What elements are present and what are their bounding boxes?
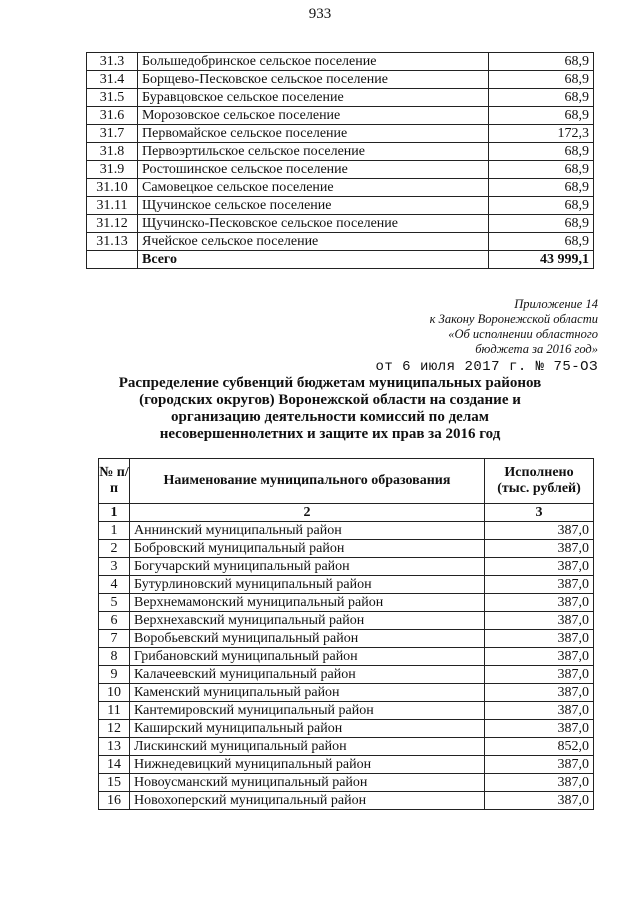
table-row	[99, 558, 594, 576]
row-value: 68,9	[489, 161, 594, 179]
row-value: 68,9	[489, 233, 594, 251]
table-row	[99, 612, 594, 630]
table-row	[87, 197, 594, 215]
row-name: Калачеевский муниципальный район	[130, 666, 485, 684]
column-index: 3	[485, 504, 594, 522]
row-value: 387,0	[485, 540, 594, 558]
table-row	[87, 89, 594, 107]
row-number: 3	[99, 558, 130, 576]
row-value: 68,9	[489, 215, 594, 233]
appendix-line: к Закону Воронежской области	[429, 312, 598, 326]
row-number: 14	[99, 756, 130, 774]
row-number: 9	[99, 666, 130, 684]
row-name: Каширский муниципальный район	[130, 720, 485, 738]
settlements-table-body	[87, 53, 594, 269]
row-name: Бобровский муниципальный район	[130, 540, 485, 558]
row-value: 172,3	[489, 125, 594, 143]
table-row	[87, 107, 594, 125]
header-row	[99, 459, 594, 504]
appendix-reference	[375, 297, 598, 375]
row-name: Аннинский муниципальный район	[130, 522, 485, 540]
row-number: 31.12	[87, 215, 138, 233]
total-label: Всего	[138, 251, 489, 269]
table-row	[87, 143, 594, 161]
table-row	[99, 666, 594, 684]
row-number: 16	[99, 792, 130, 810]
row-value: 68,9	[489, 71, 594, 89]
districts-table-body	[99, 522, 594, 810]
row-value: 387,0	[485, 558, 594, 576]
row-number: 31.5	[87, 89, 138, 107]
row-number: 31.3	[87, 53, 138, 71]
row-number: 10	[99, 684, 130, 702]
table-row	[99, 540, 594, 558]
row-number: 8	[99, 648, 130, 666]
row-name: Ростошинское сельское поселение	[138, 161, 489, 179]
row-value: 68,9	[489, 107, 594, 125]
table-row	[87, 179, 594, 197]
row-value: 387,0	[485, 702, 594, 720]
table-row	[87, 215, 594, 233]
appendix-line: «Об исполнении областного	[448, 327, 598, 341]
row-name: Первоэртильское сельское поселение	[138, 143, 489, 161]
row-name: Новохоперский муниципальный район	[130, 792, 485, 810]
row-value: 387,0	[485, 666, 594, 684]
row-number: 31.11	[87, 197, 138, 215]
row-number: 31.4	[87, 71, 138, 89]
title-line: Распределение субвенций бюджетам муниципальных районов	[118, 375, 542, 391]
row-name: Кантемировский муниципальный район	[130, 702, 485, 720]
row-name: Каменский муниципальный район	[130, 684, 485, 702]
row-value: 852,0	[485, 738, 594, 756]
row-value: 387,0	[485, 774, 594, 792]
row-number: 12	[99, 720, 130, 738]
appendix-line: Приложение 14	[514, 297, 598, 311]
title-line: организацию деятельности комиссий по делам	[171, 409, 489, 425]
title-line: (городских округов) Воронежской области на создание и	[139, 392, 521, 408]
total-row	[87, 251, 594, 269]
table-row	[99, 576, 594, 594]
row-name: Верхнехавский муниципальный район	[130, 612, 485, 630]
row-value: 387,0	[485, 630, 594, 648]
table-row	[99, 738, 594, 756]
row-name: Щучинское сельское поселение	[138, 197, 489, 215]
row-number: 31.7	[87, 125, 138, 143]
districts-table	[98, 458, 594, 810]
header-value: Исполнено (тыс. рублей)	[485, 459, 594, 504]
row-number: 31.8	[87, 143, 138, 161]
row-name: Самовецкое сельское поселение	[138, 179, 489, 197]
table-row	[99, 756, 594, 774]
row-name: Буравцовское сельское поселение	[138, 89, 489, 107]
row-name: Лискинский муниципальный район	[130, 738, 485, 756]
row-number: 1	[99, 522, 130, 540]
table-row	[87, 161, 594, 179]
table-row	[99, 630, 594, 648]
row-value: 68,9	[489, 179, 594, 197]
table-row	[99, 720, 594, 738]
row-name: Новоусманский муниципальный район	[130, 774, 485, 792]
row-number: 11	[99, 702, 130, 720]
row-value: 387,0	[485, 756, 594, 774]
total-value: 43 999,1	[489, 251, 594, 269]
row-number: 5	[99, 594, 130, 612]
row-number: 31.13	[87, 233, 138, 251]
row-name: Щучинско-Песковское сельское поселение	[138, 215, 489, 233]
row-value: 387,0	[485, 522, 594, 540]
table-row	[99, 792, 594, 810]
row-value: 387,0	[485, 792, 594, 810]
row-name: Морозовское сельское поселение	[138, 107, 489, 125]
total-empty-cell	[87, 251, 138, 269]
row-number: 6	[99, 612, 130, 630]
row-name: Грибановский муниципальный район	[130, 648, 485, 666]
row-number: 2	[99, 540, 130, 558]
table-row	[99, 774, 594, 792]
row-value: 387,0	[485, 576, 594, 594]
table-row	[87, 125, 594, 143]
document-title	[110, 375, 550, 443]
header-name: Наименование муниципального образования	[130, 459, 485, 504]
row-name: Богучарский муниципальный район	[130, 558, 485, 576]
row-value: 387,0	[485, 684, 594, 702]
row-value: 387,0	[485, 612, 594, 630]
row-value: 387,0	[485, 648, 594, 666]
row-number: 15	[99, 774, 130, 792]
settlements-table	[86, 52, 594, 269]
row-name: Верхнемамонский муниципальный район	[130, 594, 485, 612]
column-index: 2	[130, 504, 485, 522]
row-number: 31.10	[87, 179, 138, 197]
column-index: 1	[99, 504, 130, 522]
row-name: Бутурлиновский муниципальный район	[130, 576, 485, 594]
table-row	[99, 684, 594, 702]
row-name: Нижнедевицкий муниципальный район	[130, 756, 485, 774]
row-number: 31.6	[87, 107, 138, 125]
law-date-line: от 6 июля 2017 г. № 75-ОЗ	[375, 359, 598, 375]
table-row	[87, 71, 594, 89]
page-number: 933	[308, 6, 332, 22]
row-name: Большедобринское сельское поселение	[138, 53, 489, 71]
row-value: 387,0	[485, 720, 594, 738]
row-number: 4	[99, 576, 130, 594]
row-value: 68,9	[489, 143, 594, 161]
table-row	[99, 702, 594, 720]
header-num: № п/п	[99, 459, 130, 504]
row-number: 7	[99, 630, 130, 648]
column-index-row	[99, 504, 594, 522]
appendix-line: бюджета за 2016 год»	[475, 342, 598, 356]
row-name: Первомайское сельское поселение	[138, 125, 489, 143]
row-value: 387,0	[485, 594, 594, 612]
title-line: несовершеннолетних и защите их прав за 2016 год	[159, 426, 501, 442]
row-value: 68,9	[489, 197, 594, 215]
table-row	[87, 53, 594, 71]
row-name: Борщево-Песковское сельское поселение	[138, 71, 489, 89]
table-row	[99, 594, 594, 612]
table-row	[87, 233, 594, 251]
table-row	[99, 648, 594, 666]
row-number: 31.9	[87, 161, 138, 179]
row-name: Воробьевский муниципальный район	[130, 630, 485, 648]
row-name: Ячейское сельское поселение	[138, 233, 489, 251]
row-value: 68,9	[489, 53, 594, 71]
row-value: 68,9	[489, 89, 594, 107]
row-number: 13	[99, 738, 130, 756]
table-row	[99, 522, 594, 540]
